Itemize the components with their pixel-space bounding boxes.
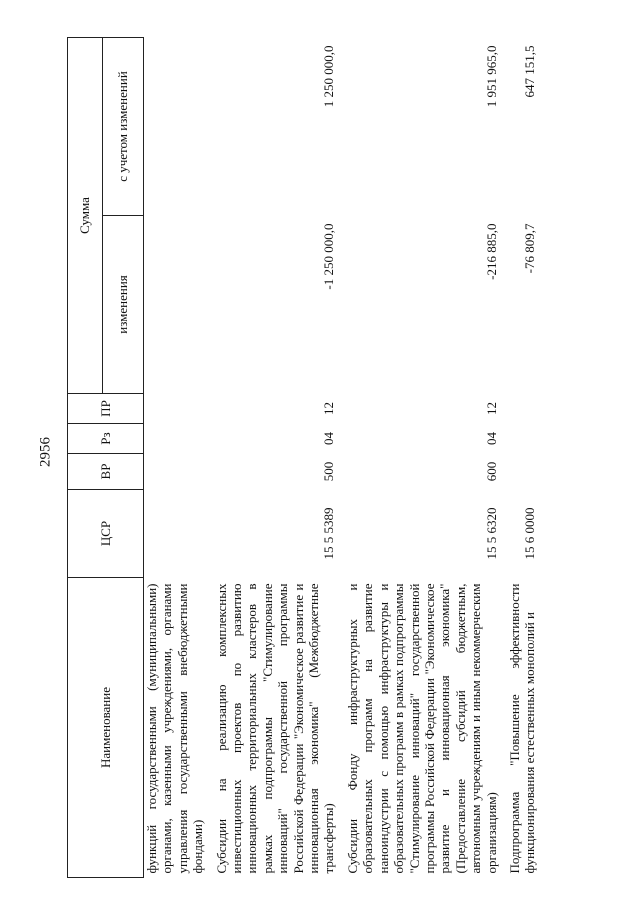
header-sum: Сумма xyxy=(68,38,103,394)
row-with-changes: 647 151,5 xyxy=(522,45,538,98)
header-rz: Рз xyxy=(68,424,144,454)
row-rz xyxy=(144,424,212,454)
row-vr xyxy=(144,454,212,490)
row-with-changes: 1 951 965,0 xyxy=(483,45,499,108)
row-changes xyxy=(144,216,212,394)
row-name: функций государственными (муниципальными) органами, казенными учреждениями, органами управления государственными внебюджетными фондами) xyxy=(144,583,206,874)
row-with-changes xyxy=(144,38,212,216)
row-changes: -1 250 000,0 xyxy=(321,223,337,290)
table-row xyxy=(505,38,544,878)
row-vr xyxy=(505,454,544,490)
row-name: Субсидии на реализацию комплексных инвестиционных проектов по развитию инновационных территориальных кластеров в рамках подпрограммы "Стимулирование инноваций" государственной программы Российской Федерации "Экономическое развитие и инновационная экономика" (Межбюджетные трансферты) xyxy=(213,583,337,874)
table-row xyxy=(212,38,343,878)
row-csr: 15 6 0000 xyxy=(522,507,538,560)
row-rz: 04 xyxy=(321,432,337,445)
budget-table-sheet xyxy=(67,38,627,878)
row-csr xyxy=(144,490,212,578)
row-csr: 15 5 5389 xyxy=(321,507,337,560)
row-with-changes: 1 250 000,0 xyxy=(321,45,337,108)
row-pr xyxy=(505,394,544,424)
row-vr: 600 xyxy=(483,461,499,482)
row-name: Субсидии Фонду инфраструктурных и образовательных программ на развитие наноиндустрии с помощью инфраструктуры и образовательных программ в рамках подпрограммы "Стимулирование инноваций" государственной программы Российской Федерации "Экономическое развитие и инновационная экономика" (Предоставление субсидий бюджетным, автономным учреждениям и иным некоммерческим организациям) xyxy=(344,583,499,874)
budget-table xyxy=(67,37,544,878)
row-changes: -76 809,7 xyxy=(522,223,538,274)
row-rz xyxy=(505,424,544,454)
header-name: Наименование xyxy=(68,578,144,878)
row-name: Подпрограмма "Повышение эффективности функционирования естественных монополий и xyxy=(506,583,538,874)
row-pr: 12 xyxy=(321,402,337,415)
page-number: 2956 xyxy=(37,437,54,467)
header-with-changes: с учетом изменений xyxy=(103,38,144,216)
row-changes: -216 885,0 xyxy=(483,223,499,280)
header-vr: ВР xyxy=(68,454,144,490)
table-row xyxy=(144,38,212,878)
row-pr xyxy=(144,394,212,424)
row-pr: 12 xyxy=(483,402,499,415)
header-changes: изменения xyxy=(103,216,144,394)
row-csr: 15 5 6320 xyxy=(483,507,499,560)
row-vr: 500 xyxy=(321,461,337,482)
header-csr: ЦСР xyxy=(68,490,144,578)
row-rz: 04 xyxy=(483,432,499,445)
table-row xyxy=(343,38,505,878)
header-pr: ПР xyxy=(68,394,144,424)
